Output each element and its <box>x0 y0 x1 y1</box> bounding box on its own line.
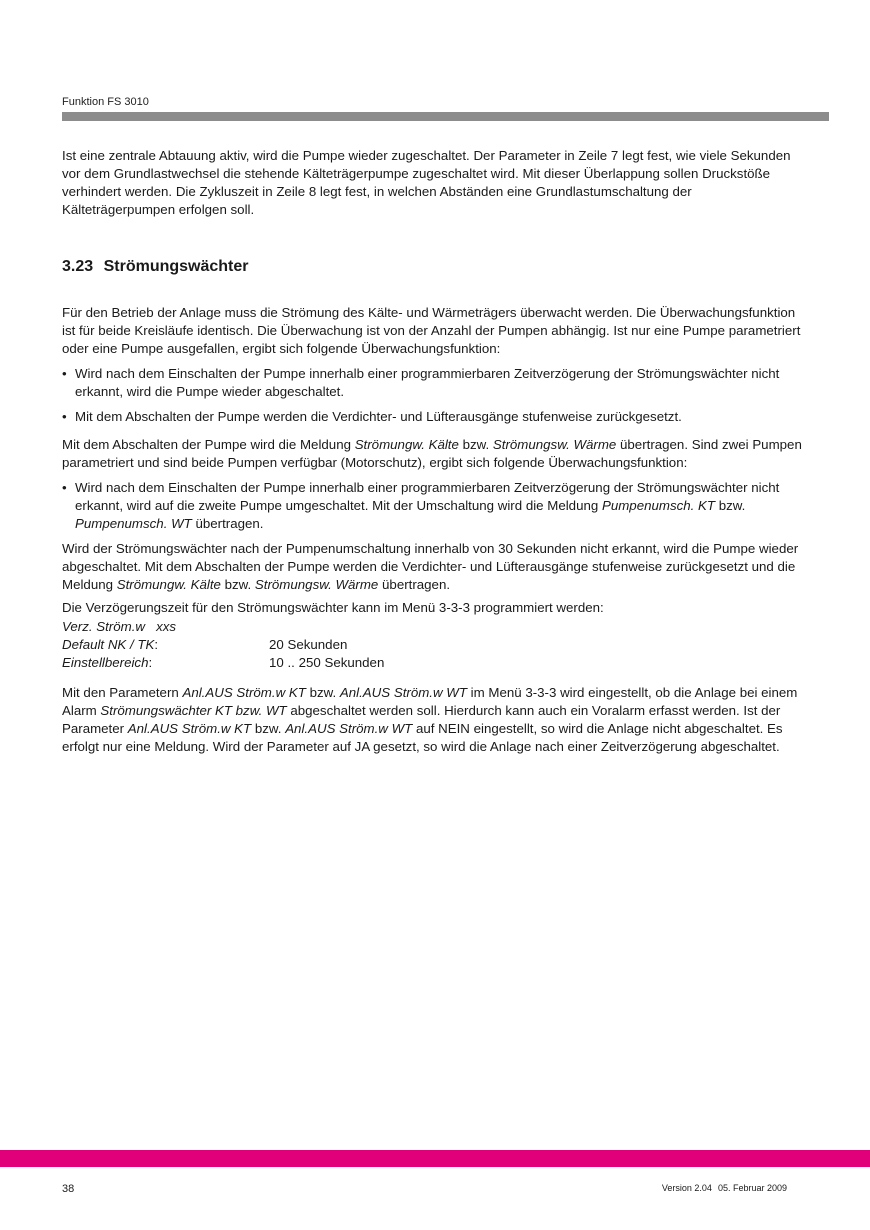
parameter-row-default: Default NK / TK: 20 Sekunden <box>62 637 348 652</box>
version-date: 05. Februar 2009 <box>717 1183 787 1193</box>
page-content <box>62 147 807 756</box>
paragraph-switchover: Wird der Strömungswächter nach der Pumpenumschaltung innerhalb von 30 Sekunden nicht erkannt, wird die Pumpe wieder abgeschaltet. Mit dem Abschalten der Pumpe werden die Verdichter- und Lüfterausgänge stufenweise zurückgesetzt und die Meldung Strömungw. Kälte bzw. Strömungsw. Wärme übertragen. <box>62 541 799 592</box>
parameter-value: 10 .. 250 Sekunden <box>269 655 385 670</box>
list-item: • Wird nach dem Einschalten der Pumpe innerhalb einer programmierbaren Zeitverzögerung der Strömungswächter nicht erkannt, wird die Pumpe wieder abgeschaltet. <box>62 366 780 399</box>
section-heading <box>62 257 807 277</box>
list-item: • Wird nach dem Einschalten der Pumpe innerhalb einer programmierbaren Zeitverzögerung der Strömungswächter nicht erkannt, wird auf die zweite Pumpe umgeschaltet. Mit der Umschaltung wird die Meldung Pumpenumsch. KT bzw. Pumpenumsch. WT übertragen. <box>62 480 780 531</box>
header-rule <box>62 112 829 121</box>
list-item: • Mit dem Abschalten der Pumpe werden die Verdichter- und Lüfterausgänge stufenweise zurückgesetzt. <box>62 409 682 424</box>
paragraph-shutdown: Mit den Parametern Anl.AUS Ström.w KT bzw. Anl.AUS Ström.w WT im Menü 3-3-3 wird eingestellt, ob die Anlage bei einem Alarm Strömungswächter KT bzw. WT abgeschaltet werden soll. Hierdurch kann auch ein Voralarm erfasst werden. Ist der Parameter Anl.AUS Ström.w KT bzw. Anl.AUS Ström.w WT auf NEIN eingestellt, so wird die Anlage nicht abgeschaltet. Es erfolgt nur eine Meldung. Wird der Parameter auf JA gesetzt, so wird die Anlage nach einer Zeitverzögerung abgeschaltet. <box>62 685 798 754</box>
version-info <box>662 1183 787 1193</box>
parameter-key: Default NK / TK <box>62 637 155 652</box>
paragraph-delay: Die Verzögerungszeit für den Strömungswächter kann im Menü 3-3-3 programmiert werden: <box>62 600 604 615</box>
bullet-list-two-pumps <box>62 479 807 533</box>
parameter-title: Verz. Ström.w xxs <box>62 619 177 634</box>
page-number: 38 <box>62 1183 75 1195</box>
bullet-icon: • <box>62 480 67 495</box>
bullet-icon: • <box>62 409 67 424</box>
version-label: Version 2.04 <box>661 1183 712 1193</box>
paragraph-message: Mit dem Abschalten der Pumpe wird die Meldung Strömungw. Kälte bzw. Strömungsw. Wärme übertragen. Sind zwei Pumpen parametriert und sind beide Pumpen verfügbar (Motorschutz), ergibt sich folgende Überwachungsfunktion: <box>62 437 802 470</box>
bullet-icon: • <box>62 366 67 381</box>
bullet-list-single-pump <box>62 365 807 426</box>
header-title: Funktion FS 3010 <box>62 96 149 108</box>
section-title: Strömungswächter <box>103 258 249 275</box>
parameter-key: Einstellbereich <box>62 655 149 670</box>
parameter-value: 20 Sekunden <box>269 637 348 652</box>
footer-bar <box>0 1150 870 1167</box>
section-number: 3.23 <box>62 258 94 275</box>
paragraph-monitoring: Für den Betrieb der Anlage muss die Strömung des Kälte- und Wärmeträgers überwacht werden. Die Überwachungsfunktion ist für beide Kreisläufe identisch. Die Überwachung ist von der Anzahl der Pumpen abhängig. Ist nur eine Pumpe parametriert oder eine Pumpe ausgefallen, ergibt sich folgende Überwachungsfunktion: <box>62 305 801 356</box>
parameter-row-range: Einstellbereich: 10 .. 250 Sekunden <box>62 655 385 670</box>
intro-paragraph: Ist eine zentrale Abtauung aktiv, wird die Pumpe wieder zugeschaltet. Der Parameter in Zeile 7 legt fest, wie viele Sekunden vor dem Grundlastwechsel die stehende Kälteträgerpumpe zugeschaltet wird. Mit dieser Überlappung sollen Druckstöße verhindert werden. Die Zykluszeit in Zeile 8 legt fest, in welchen Abständen eine Grundlastumschaltung der Kälteträgerpumpen erfolgen soll. <box>62 148 791 217</box>
